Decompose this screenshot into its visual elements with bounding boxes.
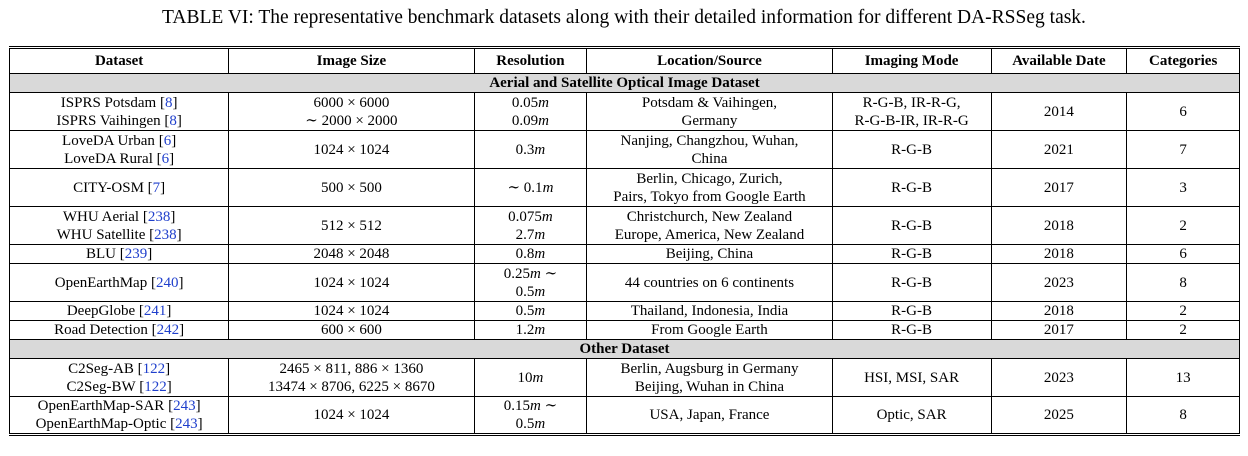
dataset-line: LoveDA Rural [6] [64, 150, 175, 167]
dataset-name: C2Seg-AB [68, 360, 134, 377]
image-size-value: ∼ 2000 × 2000 [305, 112, 398, 129]
image-size-value: 1024 × 1024 [313, 141, 390, 158]
resolution-value [477, 245, 585, 263]
benchmark-datasets-table [9, 46, 1240, 436]
citation-link[interactable]: 242 [156, 322, 180, 338]
resolution-cell [474, 302, 587, 321]
dataset-line: CITY-OSM [7] [73, 179, 166, 196]
table-row [10, 207, 1240, 245]
table-row [10, 93, 1240, 131]
resolution-value [477, 321, 585, 339]
image-size-value: 2048 × 2048 [313, 246, 390, 262]
image-size-value: 600 × 600 [320, 322, 382, 338]
image-size-value: 500 × 500 [320, 179, 382, 196]
imaging-mode-cell [832, 131, 991, 169]
resolution-number: 0.8 [515, 246, 535, 262]
imaging-mode-line: R-G-B, IR-R-G, [862, 94, 961, 111]
resolution-unit: m [542, 179, 554, 196]
categories-cell: 13 [1127, 359, 1240, 397]
resolution-cell [474, 245, 587, 264]
image-size-cell [229, 397, 474, 435]
location-cell [587, 359, 832, 397]
dataset-name: ISPRS Potsdam [60, 94, 157, 111]
dataset-line: LoveDA Urban [6] [62, 132, 177, 149]
imaging-mode-cell [832, 93, 991, 131]
resolution-value [477, 415, 585, 433]
citation-link[interactable]: 238 [154, 226, 177, 243]
column-header-image-size: Image Size [229, 48, 474, 74]
column-header-available-date: Available Date [991, 48, 1127, 74]
resolution-cell [474, 93, 587, 131]
available-date-cell: 2021 [991, 131, 1127, 169]
dataset-line: ISPRS Potsdam [8] [60, 94, 178, 111]
available-date-cell: 2017 [991, 169, 1127, 207]
categories-cell: 7 [1127, 131, 1240, 169]
categories-cell: 2 [1127, 321, 1240, 340]
dataset-line: WHU Aerial [238] [62, 208, 176, 225]
resolution-cell [474, 207, 587, 245]
image-size-cell [229, 93, 474, 131]
imaging-mode-line: R-G-B [891, 303, 933, 319]
column-header-dataset: Dataset [10, 48, 229, 74]
dataset-line: DeepGlobe [241] [66, 303, 172, 319]
resolution-value [477, 94, 585, 112]
dataset-name: Road Detection [54, 322, 148, 338]
available-date-cell: 2023 [991, 359, 1127, 397]
location-cell [587, 169, 832, 207]
available-date-cell: 2018 [991, 207, 1127, 245]
available-date-cell: 2017 [991, 321, 1127, 340]
resolution-cell [474, 359, 587, 397]
resolution-number: ∼ 0.1 [507, 179, 543, 196]
citation-link[interactable]: 243 [173, 398, 196, 414]
location-cell [587, 264, 832, 302]
categories-cell: 2 [1127, 207, 1240, 245]
table-row [10, 131, 1240, 169]
location-line: Christchurch, New Zealand [626, 208, 793, 225]
table-body [10, 74, 1240, 435]
dataset-cell [10, 131, 229, 169]
resolution-number: 2.7 [515, 226, 535, 243]
imaging-mode-cell [832, 169, 991, 207]
resolution-unit: m [541, 208, 553, 225]
resolution-unit: m [538, 112, 549, 129]
dataset-line: C2Seg-AB [122] [68, 360, 171, 377]
dataset-line: C2Seg-BW [122] [66, 378, 172, 395]
dataset-name: DeepGlobe [66, 303, 136, 319]
citation-link[interactable]: 241 [143, 303, 167, 319]
location-cell [587, 245, 832, 264]
location-line: USA, Japan, France [649, 407, 770, 423]
dataset-name: LoveDA Rural [64, 150, 153, 167]
table-row [10, 245, 1240, 264]
table-caption: TABLE VI: The representative benchmark datasets along with their detailed information for different DA-RSSeg task. [162, 7, 1086, 28]
dataset-cell [10, 93, 229, 131]
available-date-cell: 2014 [991, 93, 1127, 131]
imaging-mode-line: HSI, MSI, SAR [864, 369, 960, 386]
citation-link[interactable]: 240 [155, 274, 179, 291]
imaging-mode-cell [832, 245, 991, 264]
resolution-range-symbol: ∼ [540, 398, 558, 414]
column-header-imaging-mode: Imaging Mode [832, 48, 991, 74]
citation-link[interactable]: 6 [163, 132, 172, 149]
imaging-mode-cell [832, 321, 991, 340]
dataset-name: OpenEarthMap-Optic [35, 416, 167, 432]
resolution-value [477, 397, 585, 415]
dataset-line: WHU Satellite [238] [56, 226, 182, 243]
table-row [10, 321, 1240, 340]
dataset-name: C2Seg-BW [66, 378, 136, 395]
image-size-value: 1024 × 1024 [313, 407, 390, 423]
resolution-range-symbol: ∼ [540, 265, 558, 282]
image-size-value: 2465 × 811, 886 × 1360 [279, 360, 424, 377]
location-line: China [691, 150, 728, 167]
resolution-value [477, 302, 585, 320]
table-row [10, 359, 1240, 397]
resolution-number: 0.09 [511, 112, 539, 129]
dataset-name: OpenEarthMap-SAR [37, 398, 165, 414]
imaging-mode-cell [832, 302, 991, 321]
resolution-cell [474, 264, 587, 302]
citation-link[interactable]: 243 [175, 416, 198, 432]
resolution-unit: m [534, 226, 546, 243]
resolution-value [477, 369, 585, 387]
dataset-name: CITY-OSM [73, 179, 144, 196]
column-header-categories: Categories [1127, 48, 1240, 74]
location-cell [587, 321, 832, 340]
resolution-cell [474, 169, 587, 207]
resolution-cell [474, 321, 587, 340]
imaging-mode-line: Optic, SAR [876, 407, 947, 423]
column-header-location-source: Location/Source [587, 48, 832, 74]
imaging-mode-line: R-G-B [891, 179, 933, 196]
dataset-name: OpenEarthMap [54, 274, 148, 291]
dataset-name: BLU [85, 246, 116, 262]
resolution-value [477, 226, 585, 244]
table-row [10, 397, 1240, 435]
location-line: Potsdam & Vaihingen, [641, 94, 778, 111]
location-line: From Google Earth [651, 322, 768, 338]
location-cell [587, 131, 832, 169]
resolution-number: 0.3 [515, 141, 535, 158]
citation-link[interactable]: 8 [169, 112, 177, 129]
section-header-row [10, 340, 1240, 359]
location-cell [587, 397, 832, 435]
imaging-mode-cell [832, 207, 991, 245]
table-row [10, 302, 1240, 321]
imaging-mode-line: R-G-B [891, 141, 933, 158]
resolution-cell [474, 131, 587, 169]
categories-cell: 6 [1127, 245, 1240, 264]
dataset-cell [10, 321, 229, 340]
imaging-mode-line: R-G-B [891, 246, 933, 262]
citation-link[interactable]: 122 [142, 360, 166, 377]
image-size-value: 512 × 512 [320, 217, 382, 234]
image-size-cell [229, 321, 474, 340]
resolution-number: 0.5 [515, 303, 535, 319]
dataset-name: WHU Satellite [56, 226, 146, 243]
image-size-cell [229, 131, 474, 169]
resolution-unit: m [534, 283, 546, 300]
dataset-cell [10, 302, 229, 321]
dataset-name: ISPRS Vaihingen [56, 112, 161, 129]
imaging-mode-cell [832, 397, 991, 435]
resolution-number: 0.15 [503, 398, 530, 414]
categories-cell: 2 [1127, 302, 1240, 321]
dataset-line: BLU [239] [85, 246, 153, 262]
section-title: Other Dataset [10, 340, 1240, 359]
dataset-cell [10, 245, 229, 264]
location-line: Berlin, Chicago, Zurich, [636, 170, 783, 187]
available-date-cell: 2025 [991, 397, 1127, 435]
resolution-number: 0.25 [503, 265, 530, 282]
location-line: Germany [681, 112, 738, 129]
dataset-line: OpenEarthMap [240] [54, 274, 184, 291]
citation-link[interactable]: 122 [144, 378, 167, 395]
categories-cell: 8 [1127, 264, 1240, 302]
location-cell [587, 302, 832, 321]
dataset-name: WHU Aerial [62, 208, 140, 225]
resolution-unit: m [529, 265, 541, 282]
location-cell [587, 207, 832, 245]
table-row [10, 169, 1240, 207]
categories-cell: 8 [1127, 397, 1240, 435]
image-size-cell [229, 207, 474, 245]
image-size-cell [229, 359, 474, 397]
image-size-value: 13474 × 8706, 6225 × 8670 [267, 378, 435, 395]
dataset-line: ISPRS Vaihingen [8] [56, 112, 182, 129]
imaging-mode-line: R-G-B [891, 274, 933, 291]
resolution-unit: m [529, 398, 541, 414]
citation-link[interactable]: 7 [152, 179, 161, 196]
imaging-mode-line: R-G-B-IR, IR-R-G [854, 112, 969, 129]
table-row [10, 264, 1240, 302]
resolution-value [477, 112, 585, 130]
location-line: Berlin, Augsburg in Germany [620, 360, 799, 377]
resolution-unit: m [534, 322, 546, 338]
dataset-cell [10, 264, 229, 302]
dataset-line: OpenEarthMap-Optic [243] [35, 416, 203, 432]
resolution-unit: m [534, 246, 546, 262]
available-date-cell: 2018 [991, 245, 1127, 264]
section-header-row [10, 74, 1240, 93]
location-line: Beijing, China [665, 246, 754, 262]
location-line: Europe, America, New Zealand [614, 226, 805, 243]
image-size-value: 1024 × 1024 [313, 274, 390, 291]
resolution-unit: m [534, 416, 546, 432]
imaging-mode-line: R-G-B [891, 217, 933, 234]
image-size-cell [229, 169, 474, 207]
available-date-cell: 2023 [991, 264, 1127, 302]
location-line: Beijing, Wuhan in China [634, 378, 785, 395]
resolution-unit: m [538, 94, 549, 111]
image-size-cell [229, 245, 474, 264]
location-cell [587, 93, 832, 131]
resolution-value [477, 283, 585, 301]
dataset-cell [10, 207, 229, 245]
dataset-cell [10, 397, 229, 435]
table-header-row [10, 48, 1240, 74]
dataset-line: Road Detection [242] [54, 322, 185, 338]
resolution-unit: m [534, 303, 546, 319]
imaging-mode-cell [832, 359, 991, 397]
dataset-cell [10, 169, 229, 207]
resolution-number: 0.5 [515, 283, 535, 300]
citation-link[interactable]: 6 [161, 150, 170, 167]
resolution-value [477, 141, 585, 159]
dataset-name: LoveDA Urban [62, 132, 155, 149]
resolution-unit: m [534, 141, 546, 158]
resolution-value [477, 208, 585, 226]
location-line: Nanjing, Changzhou, Wuhan, [620, 132, 799, 149]
imaging-mode-line: R-G-B [891, 322, 933, 338]
image-size-cell [229, 302, 474, 321]
location-line: Pairs, Tokyo from Google Earth [613, 188, 806, 205]
location-line: 44 countries on 6 continents [624, 274, 795, 291]
resolution-value [477, 265, 585, 283]
resolution-number: 10 [517, 369, 533, 386]
image-size-value: 1024 × 1024 [313, 303, 390, 319]
categories-cell: 6 [1127, 93, 1240, 131]
image-size-value: 6000 × 6000 [313, 94, 390, 111]
column-header-resolution: Resolution [474, 48, 587, 74]
categories-cell: 3 [1127, 169, 1240, 207]
section-title: Aerial and Satellite Optical Image Dataset [10, 74, 1240, 93]
image-size-cell [229, 264, 474, 302]
resolution-number: 0.075 [508, 208, 542, 225]
resolution-unit: m [532, 369, 544, 386]
dataset-line: OpenEarthMap-SAR [243] [37, 398, 201, 414]
resolution-number: 1.2 [515, 322, 535, 338]
resolution-number: 0.5 [515, 416, 535, 432]
resolution-number: 0.05 [511, 94, 539, 111]
resolution-value [477, 179, 585, 197]
citation-link[interactable]: 8 [164, 94, 173, 111]
available-date-cell: 2018 [991, 302, 1127, 321]
dataset-cell [10, 359, 229, 397]
resolution-cell [474, 397, 587, 435]
location-line: Thailand, Indonesia, India [630, 303, 789, 319]
citation-link[interactable]: 239 [124, 246, 148, 262]
imaging-mode-cell [832, 264, 991, 302]
citation-link[interactable]: 238 [147, 208, 171, 225]
